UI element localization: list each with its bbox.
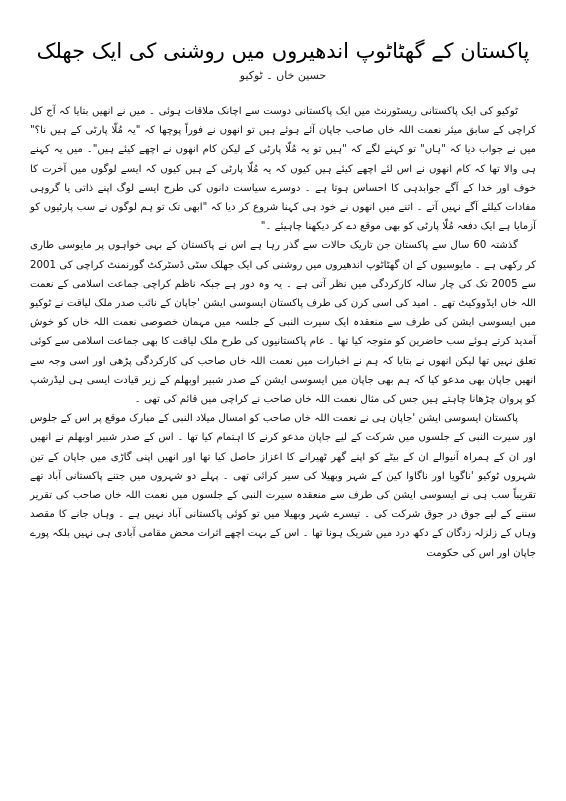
article-paragraph-2: گذشتہ 60 سال سے پاکستان جن تاریک حالات سے گذر رہا ہے اس نے پاکستان کے بہی خواہوں پر مایوسی طاری کر رکھی ہے ۔ مایوسیوں کے ان گھٹاٹوپ اندھیروں میں روشنی کی ایک جھلک سٹی ڈسٹرکٹ گورنمنٹ کراچی کی 2001 سے 2005 تک کی چار سالہ کارکردگی میں نظر آتی ہے ۔ یہ وہ دور ہے جبکہ ناظم کراچی جماعت اسلامی کے نعمت اللہ خاں ایڈووکیٹ تھے ۔ امید کی اسی کرن کی طرف پاکستان ایسوسی ایشن 'جاپان کے نائب صدر ملک لیاقت نے ٹوکیو میں ایسوسی ایشن کی طرف سے منعقدہ ایک سیرت النبی کے جلسہ میں مہمان خصوصی نعمت اللہ خاں کو خوش آمدید کرتے ہوئے سب حاضرین کو متوجہ کیا تھا ۔ عام پاکستانیوں کی طرح ملک لیاقت کا بھی جماعت اسلامی سے کوئی تعلق نہیں تھا لیکن انھوں نے بتایا کہ ہم نے اخبارات میں نعمت اللہ خاں صاحب کی کارکردگی پڑھی اور اسی وجہ سے انھیں جاپان بھی مدعو کیا کہ ہم بھی جاپان میں ایسوسی ایشن کے صدر شبیر اوبھلم کے زیر قیادت ایسی ہی لیڈرشپ کو پروان چڑھانا چاہتے ہیں جس کی مثال نعمت اللہ خاں صاحب نے کراچی میں قائم کی تھی ۔ [30, 240, 536, 406]
article-paragraph-3: پاکستان ایسوسی ایشن 'جاپان ہی نے نعمت اللہ خاں صاحب کو امسال میلاد النبی کے مبارک موقع پر اس کے جلوس اور سیرت النبی کے جلسوں میں شرکت کے لیے جاپان مدعو کرنے کا اہتمام کیا تھا ۔ اس کے صدر شبیر اوبھلم نے انھیں اور ان کے ہمراہ آنیوالے ان کے بیٹے کو اپنے گھر ٹھیرانے کا اعزاز حاصل کیا تھا اور انھیں اپنی گاڑی میں جاپان کے تین شہروں ٹوکیو 'ناگویا اور ناگاوا کین کے شہر وبھیلا کی سیر کرائی تھی ۔ پہلے دو شہروں میں جتنے پاکستانی آباد تھے تقریباً سب ہی نے ایسوسی ایشن کی طرف سے منعقدہ سیرت النبی کے جلسوں میں نعمت اللہ خاں صاحب کی تقریر سننے کے لیے جوق در جوق شرکت کی ۔ تیسرے شہر وبھیلا میں تو کوئی پاکستانی آباد نہیں ہے ۔ وہاں جانے کا مقصد وہاں کے زلزلہ زدگان کے دکھ درد میں شریک ہونا تھا ۔ اس کے بہت اچھے اثرات محض مقامی آبادی ہی نہیں بلکہ پورے جاپان اور اس کی حکومت [30, 413, 536, 559]
article-body [30, 102, 536, 563]
article-paragraph-1: ٹوکیو کی ایک پاکستانی ریسٹورنٹ میں ایک پاکستانی دوست سے اچانک ملاقات ہوئی ۔ میں نے انھیں بتایا کہ آج کل کراچی کے سابق میئر نعمت اللہ خاں صاحب جاپان آئے ہوئے ہیں تو انھوں نے فوراً پوچھا کہ "یہ مُلّا پارٹی کے ہیں نا؟" میں نے جواب دیا کہ "ہاں" تو کہنے لگے کہ "ہیں تو یہ مُلّا پارٹی کے لیکن کام انھوں نے اچھے کیئے ہیں"۔ میں یہ کہنے ہی والا تھا کہ کام انھوں نے اس لئے اچھے کیئے ہیں کیوں کہ یہ مُلّا پارٹی کے ہیں کیوں کہ ایسے لوگوں میں آخرت کا خوف اور خدا کے آگے جوابدہی کا احساس ہوتا ہے ۔ دوسرے سیاست دانوں کی طرح ایسے لوگ اپنے ذاتی یا گروہی مفادات کیلئے آگے نہیں آتے ۔ اتنے میں انھوں نے خود ہی کہنا شروع کر دیا کہ "ابھی تک تو ہم لوگوں نے سب پارٹیوں کو آزمایا ہے ایک دفعہ مُلّا پارٹی کو بھی موقع دے کر دیکھنا چاہیئے ۔" [30, 106, 536, 233]
article-title: پاکستان کے گھٹاٹوپ اندھیروں میں روشنی کی ایک جھلک [36, 39, 530, 63]
article-byline: حسین خاں ۔ ٹوکیو [239, 69, 327, 82]
